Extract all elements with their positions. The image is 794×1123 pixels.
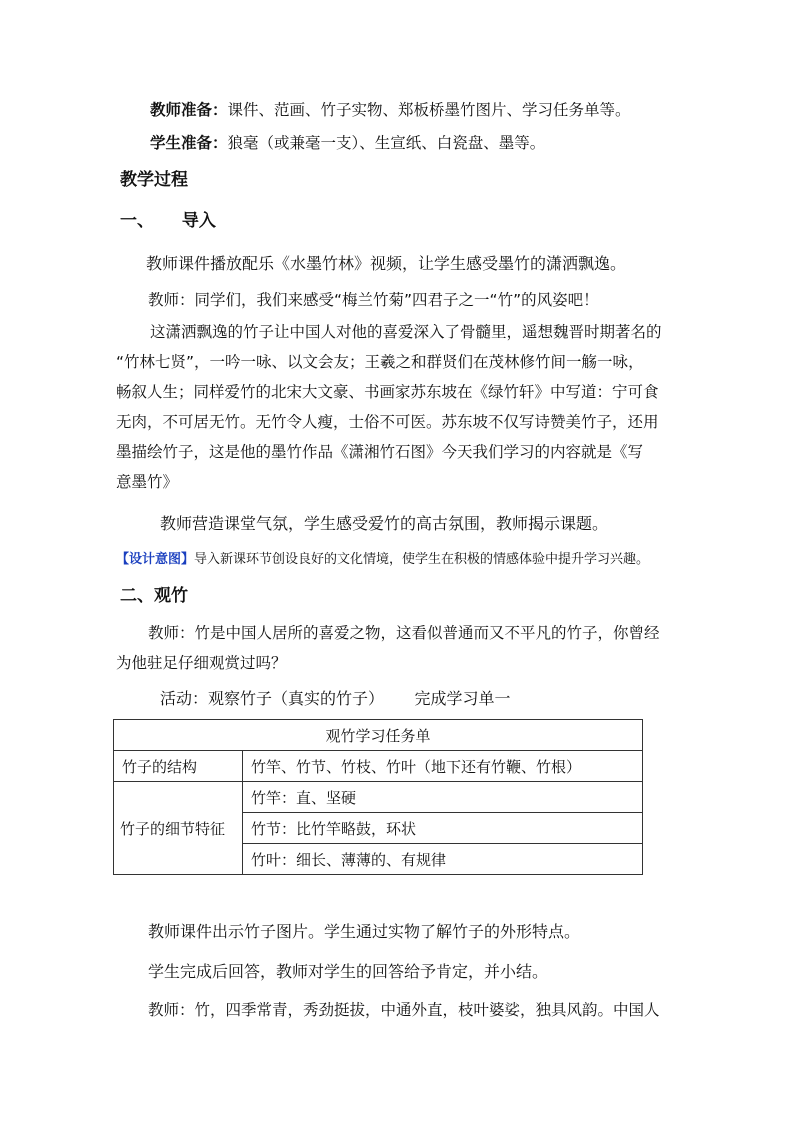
student-prep-text: 狼毫（或兼毫一支）、生宣纸、白瓷盘、墨等。 bbox=[227, 134, 546, 152]
table-title: 观竹学习任务单 bbox=[114, 720, 643, 751]
bamboo-task-table bbox=[113, 719, 643, 875]
table-title-row bbox=[114, 720, 643, 751]
section2-question-line-2: 为他驻足仔细观赏过吗？ bbox=[116, 654, 287, 672]
detail-node: 竹节：比竹竿略鼓，环状 bbox=[243, 813, 643, 844]
table-row bbox=[114, 782, 643, 813]
teacher-prep-text: 课件、范画、竹子实物、郑板桥墨竹图片、学习任务单等。 bbox=[227, 101, 631, 119]
detail-stalk: 竹竿：直、坚硬 bbox=[243, 782, 643, 813]
activity-line: 活动：观察竹子（真实的竹子） 完成学习单一 bbox=[160, 689, 511, 708]
section1-title: 导入 bbox=[181, 211, 216, 231]
section1-heading bbox=[120, 211, 216, 231]
summary-line: 教师：竹，四季常青，秀劲挺拔，中通外直，枝叶婆娑，独具风韵。中国人 bbox=[148, 1001, 660, 1019]
section1-para-line-2: “竹林七贤”，一吟一咏、以文会友；王羲之和群贤们在茂林修竹间一觞一咏， bbox=[116, 353, 644, 371]
section1-para-line-4: 无肉，不可居无竹。无竹令人瘦，士俗不可医。苏东坡不仅写诗赞美竹子，还用 bbox=[116, 413, 659, 431]
teacher-prep bbox=[150, 100, 631, 120]
teacher-prep-label: 教师准备： bbox=[150, 101, 228, 119]
section1-para-line-6: 意墨竹》 bbox=[116, 473, 179, 491]
design-intent-text: 导入新课环节创设良好的文化情境，使学生在积极的情感体验中提升学习兴趣。 bbox=[194, 552, 650, 567]
section1-number: 一、 bbox=[120, 211, 154, 231]
student-prep-label: 学生准备： bbox=[150, 134, 228, 152]
section1-para-line-1: 这潇洒飘逸的竹子让中国人对他的喜爱深入了骨髓里，遥想魏晋时期著名的 bbox=[150, 323, 662, 341]
table-row bbox=[114, 751, 643, 782]
show-picture-line: 教师课件出示竹子图片。学生通过实物了解竹子的外形特点。 bbox=[148, 922, 581, 941]
section1-teacher-line: 教师：同学们，我们来感受“梅兰竹菊”四君子之一“竹”的风姿吧！ bbox=[148, 291, 599, 309]
section1-para-line-3: 畅叙人生；同样爱竹的北宋大文豪、书画家苏东坡在《绿竹轩》中写道：宁可食 bbox=[116, 383, 659, 401]
design-intent bbox=[116, 550, 649, 570]
section1-atmosphere: 教师营造课堂气氛，学生感受爱竹的高古氛围，教师揭示课题。 bbox=[160, 514, 609, 533]
structure-label: 竹子的结构 bbox=[114, 751, 243, 782]
section1-intro: 教师课件播放配乐《水墨竹林》视频，让学生感受墨竹的潇洒飘逸。 bbox=[146, 254, 627, 273]
detail-label: 竹子的细节特征 bbox=[114, 782, 243, 875]
answer-line: 学生完成后回答，教师对学生的回答给予肯定，并小结。 bbox=[148, 962, 549, 981]
process-title: 教学过程 bbox=[120, 170, 188, 190]
student-prep bbox=[150, 133, 545, 153]
structure-value: 竹竿、竹节、竹枝、竹叶（地下还有竹鞭、竹根） bbox=[243, 751, 643, 782]
design-intent-tag: 【设计意图】 bbox=[116, 552, 195, 567]
section1-para-line-5: 墨描绘竹子，这是他的墨竹作品《潇湘竹石图》今天我们学习的内容就是《写 bbox=[116, 443, 644, 461]
detail-leaf: 竹叶：细长、薄薄的、有规律 bbox=[243, 844, 643, 875]
section2-title: 二、观竹 bbox=[120, 586, 188, 606]
section2-question-line-1: 教师：竹是中国人居所的喜爱之物，这看似普通而又不平凡的竹子，你曾经 bbox=[148, 624, 660, 642]
